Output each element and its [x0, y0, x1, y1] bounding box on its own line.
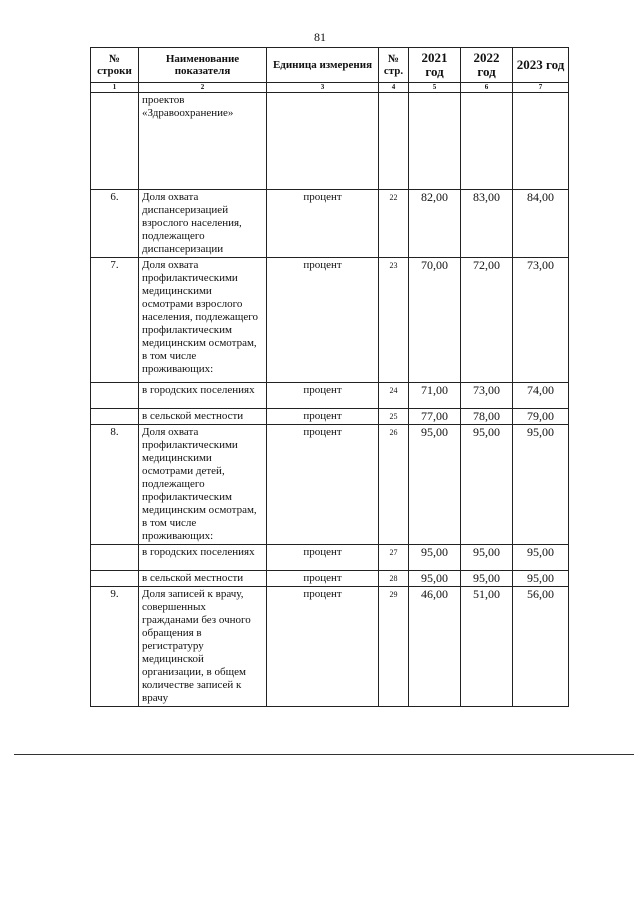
value-2022: 83,00 — [461, 190, 513, 258]
str-cell: 23 — [379, 258, 409, 383]
unit-cell: процент — [267, 409, 379, 425]
table-row — [91, 190, 569, 258]
unit-cell: процент — [267, 587, 379, 707]
value-2022: 78,00 — [461, 409, 513, 425]
unit-cell: процент — [267, 190, 379, 258]
str-cell: 28 — [379, 571, 409, 587]
value-2022: 72,00 — [461, 258, 513, 383]
row-number: 9. — [91, 587, 139, 707]
header-2021: 2021 год — [409, 48, 461, 83]
value-2021: 95,00 — [409, 545, 461, 571]
table-row — [91, 258, 569, 383]
value-2022: 51,00 — [461, 587, 513, 707]
unit-cell: процент — [267, 571, 379, 587]
col-index: 1 — [91, 83, 139, 93]
indicator-name: в городских поселениях — [139, 545, 267, 571]
unit-cell: процент — [267, 258, 379, 383]
value-2023: 95,00 — [513, 425, 569, 545]
value-2021: 95,00 — [409, 425, 461, 545]
value-2023: 74,00 — [513, 383, 569, 409]
col-index: 7 — [513, 83, 569, 93]
str-cell: 25 — [379, 409, 409, 425]
value-2021 — [409, 93, 461, 190]
value-2022: 95,00 — [461, 425, 513, 545]
row-number — [91, 409, 139, 425]
header-2023: 2023 год — [513, 48, 569, 83]
value-2023: 95,00 — [513, 545, 569, 571]
value-2022: 73,00 — [461, 383, 513, 409]
unit-cell — [267, 93, 379, 190]
unit-cell: процент — [267, 425, 379, 545]
value-2021: 95,00 — [409, 571, 461, 587]
col-index: 5 — [409, 83, 461, 93]
header-str-no: № стр. — [379, 48, 409, 83]
indicator-name: Доля записей к врачу, совершенных гражданами без очного обращения в регистратуру медицинской организации, в общем количестве записей к врачу — [139, 587, 267, 707]
value-2023: 56,00 — [513, 587, 569, 707]
row-number — [91, 545, 139, 571]
str-cell: 22 — [379, 190, 409, 258]
row-number: 7. — [91, 258, 139, 383]
table-row — [91, 571, 569, 587]
value-2023: 73,00 — [513, 258, 569, 383]
indicators-table — [90, 47, 569, 707]
row-number — [91, 93, 139, 190]
col-index: 2 — [139, 83, 267, 93]
indicator-name: Доля охвата профилактическими медицинскими осмотрами детей, подлежащего профилактическим медицинским осмотрам, в том числе проживающих: — [139, 425, 267, 545]
value-2022: 95,00 — [461, 571, 513, 587]
table-row — [91, 545, 569, 571]
indicator-name: в сельской местности — [139, 409, 267, 425]
indicator-name: в сельской местности — [139, 571, 267, 587]
row-number — [91, 571, 139, 587]
table-row — [91, 425, 569, 545]
value-2021: 82,00 — [409, 190, 461, 258]
table-row — [91, 383, 569, 409]
str-cell: 24 — [379, 383, 409, 409]
value-2021: 70,00 — [409, 258, 461, 383]
value-2022 — [461, 93, 513, 190]
table-row — [91, 409, 569, 425]
col-index: 6 — [461, 83, 513, 93]
indicator-name: проектов «Здравоохранение» — [139, 93, 267, 190]
row-number: 8. — [91, 425, 139, 545]
indicator-name: в городских поселениях — [139, 383, 267, 409]
str-cell — [379, 93, 409, 190]
header-2022: 2022 год — [461, 48, 513, 83]
header-row-no: № строки — [91, 48, 139, 83]
value-2023: 95,00 — [513, 571, 569, 587]
indicator-name: Доля охвата профилактическими медицинскими осмотрами взрослого населения, подлежащего профилактическим медицинским осмотрам, в том числе проживающих: — [139, 258, 267, 383]
header-row — [91, 48, 569, 83]
row-number: 6. — [91, 190, 139, 258]
table-row — [91, 587, 569, 707]
value-2023 — [513, 93, 569, 190]
str-cell: 27 — [379, 545, 409, 571]
table-row — [91, 93, 569, 190]
str-cell: 29 — [379, 587, 409, 707]
value-2023: 79,00 — [513, 409, 569, 425]
unit-cell: процент — [267, 545, 379, 571]
value-2021: 46,00 — [409, 587, 461, 707]
value-2023: 84,00 — [513, 190, 569, 258]
str-cell: 26 — [379, 425, 409, 545]
value-2021: 71,00 — [409, 383, 461, 409]
value-2022: 95,00 — [461, 545, 513, 571]
header-unit: Единица измерения — [267, 48, 379, 83]
header-name: Наименование показателя — [139, 48, 267, 83]
page-divider — [14, 754, 634, 755]
col-index: 4 — [379, 83, 409, 93]
col-index: 3 — [267, 83, 379, 93]
row-number — [91, 383, 139, 409]
column-index-row — [91, 83, 569, 93]
indicator-name: Доля охвата диспансеризацией взрослого населения, подлежащего диспансеризации — [139, 190, 267, 258]
page-number: 81 — [314, 30, 326, 44]
value-2021: 77,00 — [409, 409, 461, 425]
unit-cell: процент — [267, 383, 379, 409]
